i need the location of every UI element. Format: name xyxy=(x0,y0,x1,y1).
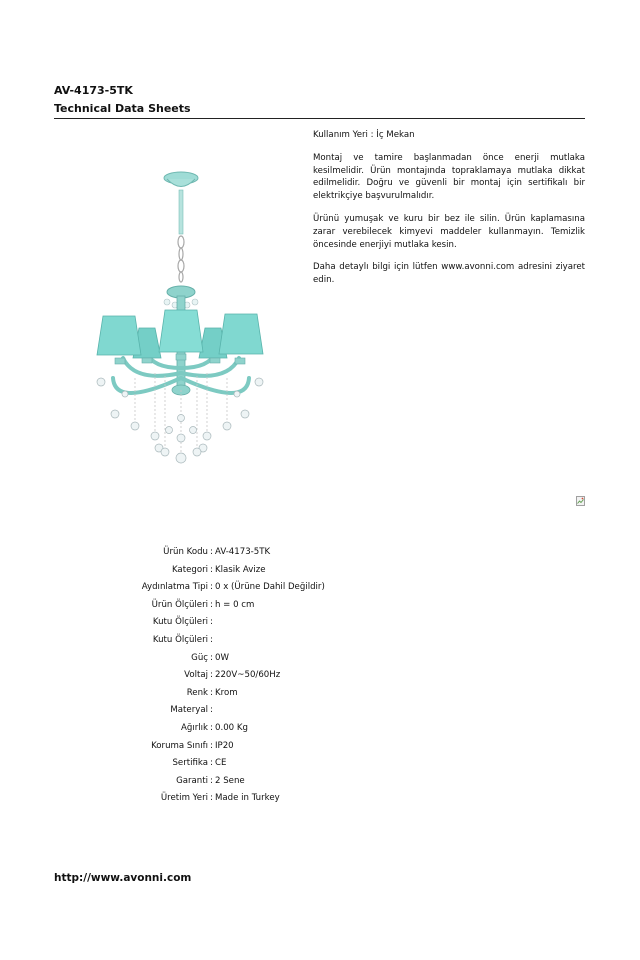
spec-row xyxy=(0,615,640,629)
spec-row xyxy=(0,721,640,735)
spec-separator: : xyxy=(210,547,213,557)
spec-row xyxy=(0,686,640,700)
spec-value: Made in Turkey xyxy=(215,793,280,804)
spec-label: Ürün Ölçüleri xyxy=(151,599,208,610)
description-block xyxy=(313,129,585,297)
spec-value: 0.00 Kg xyxy=(215,723,248,733)
spec-row xyxy=(0,545,640,559)
broken-image-icon xyxy=(576,491,585,501)
spec-separator: : xyxy=(210,775,213,786)
spec-label: Aydınlatma Tipi xyxy=(141,582,208,593)
spec-value: 220V~50/60Hz xyxy=(215,670,281,681)
chandelier-image xyxy=(95,168,265,468)
spec-separator: : xyxy=(210,793,213,804)
spec-row xyxy=(0,580,640,594)
document-subtitle: Technical Data Sheets xyxy=(54,102,191,115)
spec-separator: : xyxy=(210,582,213,593)
spec-label: Güç xyxy=(191,652,208,663)
spec-label: Ağırlık xyxy=(180,723,208,733)
spec-value: CE xyxy=(215,758,227,769)
spec-separator: : xyxy=(210,740,213,751)
spec-label: Garanti xyxy=(176,775,208,786)
spec-row xyxy=(0,563,640,577)
spec-label: Kategori xyxy=(171,564,208,575)
spec-label: Materyal xyxy=(170,705,208,716)
header-divider xyxy=(54,118,585,119)
spec-value: 0 x (Ürüne Dahil Değildir) xyxy=(215,582,325,593)
spec-separator: : xyxy=(210,635,213,645)
usage-location: Kullanım Yeri : İç Mekan xyxy=(313,130,415,140)
product-code-heading: AV-4173-5TK xyxy=(54,84,133,97)
spec-label: Koruma Sınıfı xyxy=(151,740,208,751)
spec-row xyxy=(0,633,640,647)
spec-label: Kutu Ölçüleri xyxy=(152,635,208,645)
spec-value: 2 Sene xyxy=(215,775,245,786)
spec-row xyxy=(0,703,640,717)
safety-paragraph: Montaj ve tamire başlanmadan önce enerji mutlaka kesilmelidir. Ürün montajında topraklamaya mutlaka dikkat edilmelidir. Doğru ve güvenli bir montaj için sertifikalı bir elektrikçiye başvurulmalıdır. xyxy=(313,152,585,202)
spec-label: Kutu Ölçüleri xyxy=(152,617,208,628)
spec-separator: : xyxy=(210,758,213,769)
spec-label: Voltaj xyxy=(184,670,208,681)
spec-row xyxy=(0,774,640,788)
spec-separator: : xyxy=(210,599,213,610)
spec-row xyxy=(0,739,640,753)
spec-value: Klasik Avize xyxy=(215,564,266,575)
spec-row xyxy=(0,598,640,612)
spec-value: AV-4173-5TK xyxy=(215,547,271,557)
spec-value: Krom xyxy=(215,687,238,698)
spec-separator: : xyxy=(210,723,213,733)
spec-separator: : xyxy=(210,652,213,663)
spec-label: Sertifika xyxy=(172,758,208,769)
cleaning-paragraph: Ürünü yumuşak ve kuru bir bez ile silin. Ürün kaplamasına zarar verebilecek kimyevi maddeler kullanmayın. Temizlik öncesinde enerjiyi mutlaka kesin. xyxy=(313,213,585,250)
spec-value: h = 0 cm xyxy=(215,599,255,610)
spec-separator: : xyxy=(210,687,213,698)
spec-value: 0W xyxy=(215,652,229,663)
spec-separator: : xyxy=(210,670,213,681)
spec-separator: : xyxy=(210,564,213,575)
info-paragraph: Daha detaylı bilgi için lütfen www.avonni.com adresini ziyaret edin. xyxy=(313,262,585,286)
spec-separator: : xyxy=(210,617,213,628)
spec-row xyxy=(0,791,640,805)
spec-row xyxy=(0,651,640,665)
footer-url-link[interactable]: http://www.avonni.com xyxy=(54,872,192,884)
spec-separator: : xyxy=(210,705,213,716)
spec-label: Ürün Kodu xyxy=(163,547,208,557)
spec-label: Üretim Yeri xyxy=(160,793,208,804)
spec-row xyxy=(0,668,640,682)
spec-row xyxy=(0,756,640,770)
spec-value: IP20 xyxy=(215,740,234,751)
spec-label: Renk xyxy=(186,687,208,698)
